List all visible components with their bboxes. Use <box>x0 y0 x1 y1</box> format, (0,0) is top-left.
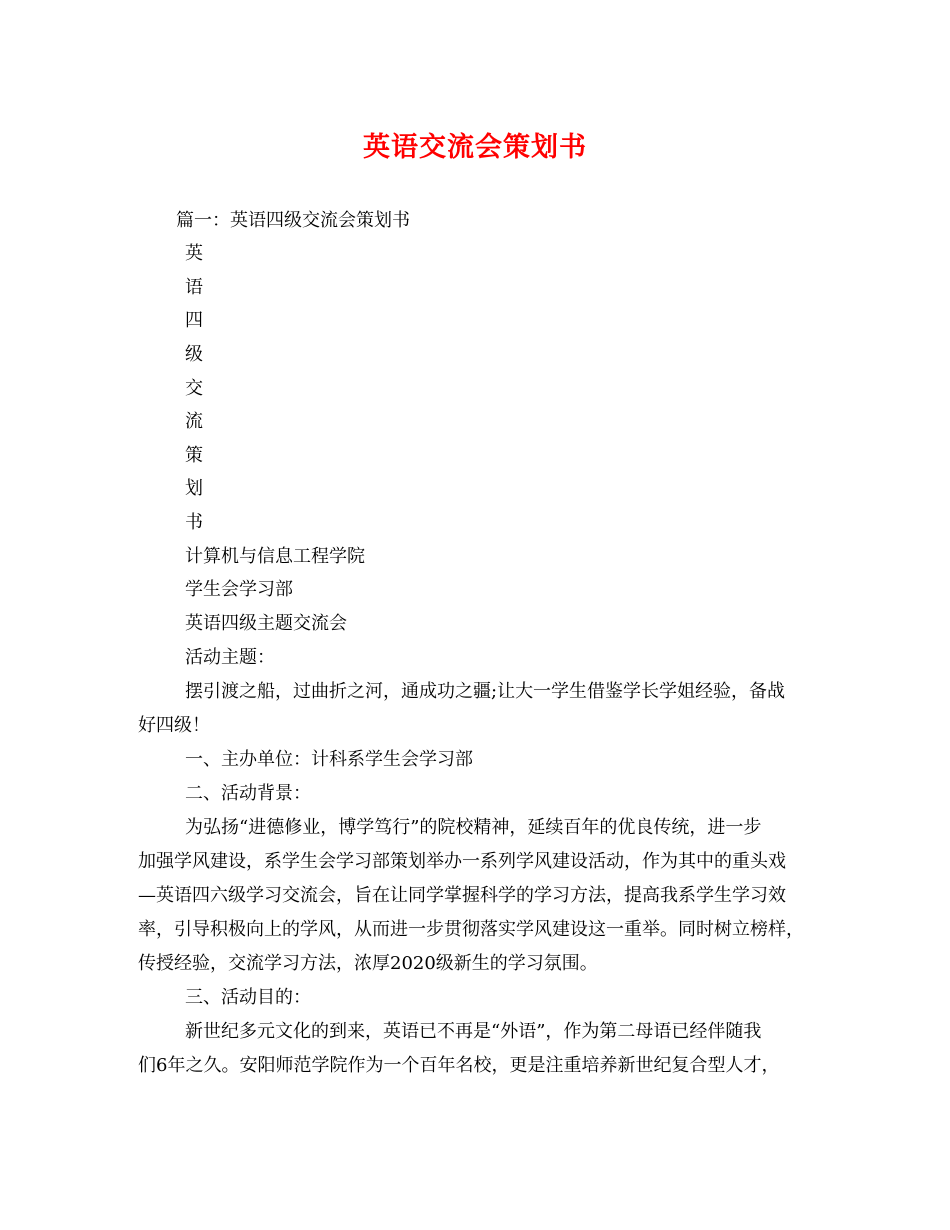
event-name: 英语四级主题交流会 <box>185 613 347 634</box>
background-label: 二、活动背景： <box>185 783 311 804</box>
vertical-char: 策 <box>185 445 203 466</box>
vertical-char: 四 <box>185 310 203 331</box>
department-name: 学生会学习部 <box>185 579 293 600</box>
vertical-char: 级 <box>185 344 203 365</box>
theme-text-line: 好四级！ <box>138 715 210 736</box>
document-title: 英语交流会策划书 <box>363 132 587 163</box>
background-text-line: 加强学风建设，系学生会学习部策划举办一系列学风建设活动，作为其中的重头戏 <box>138 851 786 872</box>
purpose-text-line: 新世纪多元文化的到来，英语已不再是“外语”，作为第二母语已经伴随我 <box>185 1021 762 1042</box>
background-text-line: 传授经验，交流学习方法，浓厚2020级新生的学习氛围。 <box>138 953 598 974</box>
vertical-char: 书 <box>185 512 203 533</box>
purpose-label: 三、活动目的： <box>185 987 311 1008</box>
organizer-line: 一、主办单位：计科系学生会学习部 <box>185 749 473 770</box>
vertical-char: 划 <box>185 478 203 499</box>
vertical-char: 流 <box>185 411 203 432</box>
theme-text-line: 摆引渡之船，过曲折之河，通成功之疆;让大一学生借鉴学长学姐经验，备战 <box>185 681 786 702</box>
vertical-char: 英 <box>185 243 203 264</box>
background-text-line: —英语四六级学习交流会，旨在让同学掌握科学的学习方法，提高我系学生学习效 <box>138 885 786 906</box>
theme-label: 活动主题： <box>185 647 275 668</box>
vertical-char: 语 <box>185 277 203 298</box>
purpose-text-line: 们6年之久。安阳师范学院作为一个百年名校，更是注重培养新世纪复合型人才， <box>138 1055 780 1076</box>
vertical-char: 交 <box>185 378 203 399</box>
background-text-line: 为弘扬“进德修业，博学笃行”的院校精神，延续百年的优良传统，进一步 <box>185 817 762 838</box>
article-heading: 篇一：英语四级交流会策划书 <box>176 210 410 231</box>
college-name: 计算机与信息工程学院 <box>185 546 365 567</box>
background-text-line: 率，引导积极向上的学风，从而进一步贯彻落实学风建设这一重举。同时树立榜样， <box>138 919 804 940</box>
